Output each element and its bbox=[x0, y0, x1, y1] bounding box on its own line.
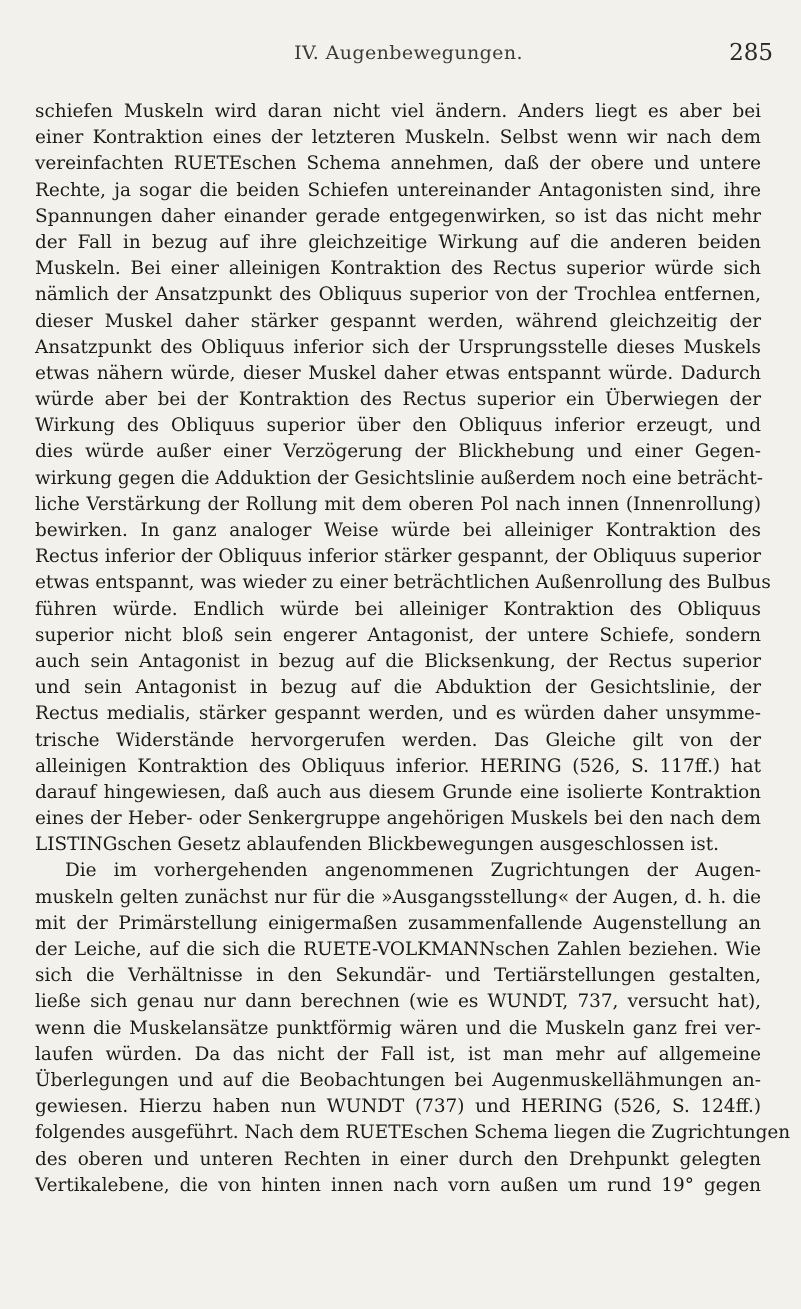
text-line: Rechte, ja sogar die beiden Schiefen untereinander Antagonisten sind, ihre bbox=[35, 179, 761, 201]
text-line: auch sein Antagonist in bezug auf die Blicksenkung, der Rectus superior bbox=[35, 650, 761, 672]
text-line: alleinigen Kontraktion des Obliquus inferior. HERING (526, S. 117ff.) hat bbox=[35, 755, 761, 777]
text-line: Überlegungen und auf die Beobachtungen bei Augenmuskellähmungen an- bbox=[35, 1069, 761, 1091]
text-line: laufen würden. Da das nicht der Fall ist, ist man mehr auf allgemeine bbox=[35, 1043, 761, 1065]
text-line: wirkung gegen die Adduktion der Gesichtslinie außerdem noch eine beträcht- bbox=[35, 467, 763, 489]
text-line: Wirkung des Obliquus superior über den Obliquus inferior erzeugt, und bbox=[35, 415, 761, 437]
body-text bbox=[35, 99, 791, 1199]
text-line: der Leiche, auf die sich die RUETE-VOLKMANNschen Zahlen beziehen. Wie bbox=[35, 939, 761, 960]
text-line: etwas nähern würde, dieser Muskel daher etwas entspannt würde. Dadurch bbox=[35, 362, 761, 384]
text-line: dies würde außer einer Verzögerung der Blickhebung und einer Gegen- bbox=[35, 441, 761, 463]
text-line: einer Kontraktion eines der letzteren Muskeln. Selbst wenn wir nach dem bbox=[35, 127, 761, 149]
section-title: IV. Augenbewegungen. bbox=[294, 42, 523, 64]
text-line: des oberen und unteren Rechten in einer durch den Drehpunkt gelegten bbox=[35, 1148, 761, 1170]
text-line: mit der Primärstellung einigermaßen zusammenfallende Augenstellung an bbox=[35, 912, 761, 934]
text-line: folgendes ausgeführt. Nach dem RUETEschen Schema liegen die Zugrichtungen bbox=[35, 1122, 791, 1144]
text-line: darauf hingewiesen, daß auch aus diesem Grunde eine isolierte Kontraktion bbox=[35, 781, 761, 803]
running-head bbox=[36, 42, 781, 74]
text-line: würde aber bei der Kontraktion des Rectus superior ein Überwiegen der bbox=[35, 389, 761, 411]
text-line: schiefen Muskeln wird daran nicht viel ändern. Anders liegt es aber bei bbox=[35, 101, 761, 122]
page-number: 285 bbox=[729, 40, 773, 66]
text-line: vereinfachten RUETEschen Schema annehmen, daß der obere und untere bbox=[35, 153, 761, 175]
text-line: sich die Verhältnisse in den Sekundär- und Tertiärstellungen gestalten, bbox=[35, 965, 761, 987]
text-line: ließe sich genau nur dann berechnen (wie es WUNDT, 737, versucht hat), bbox=[35, 991, 761, 1013]
text-line: superior nicht bloß sein engerer Antagonist, der untere Schiefe, sondern bbox=[35, 624, 761, 646]
text-line: eines der Heber- oder Senkergruppe angehörigen Muskels bei den nach dem bbox=[35, 808, 761, 830]
text-line: Muskeln. Bei einer alleinigen Kontraktion des Rectus superior würde sich bbox=[35, 258, 761, 280]
text-line: etwas entspannt, was wieder zu einer beträchtlichen Außenrollung des Bulbus bbox=[35, 572, 771, 594]
text-line: und sein Antagonist in bezug auf die Abduktion der Gesichtslinie, der bbox=[35, 677, 761, 699]
text-line: bewirken. In ganz analoger Weise würde bei alleiniger Kontraktion des bbox=[35, 520, 761, 541]
text-line: trische Widerstände hervorgerufen werden. Das Gleiche gilt von der bbox=[35, 729, 761, 751]
text-line: muskeln gelten zunächst nur für die »Ausgangsstellung« der Augen, d. h. die bbox=[35, 886, 761, 908]
text-line: dieser Muskel daher stärker gespannt werden, während gleichzeitig der bbox=[35, 310, 761, 332]
text-line: gewiesen. Hierzu haben nun WUNDT (737) und HERING (526, S. 124ff.) bbox=[35, 1096, 761, 1118]
text-line: Vertikalebene, die von hinten innen nach vorn außen um rund 19° gegen bbox=[35, 1174, 761, 1196]
text-line: führen würde. Endlich würde bei alleiniger Kontraktion des Obliquus bbox=[35, 598, 761, 620]
paragraph-first-line: Die im vorhergehenden angenommenen Zugrichtungen der Augen- bbox=[65, 860, 761, 882]
paragraph-last-line: LISTINGschen Gesetz ablaufenden Blickbewegungen ausgeschlossen ist. bbox=[35, 834, 719, 856]
text-line: Spannungen daher einander gerade entgegenwirken, so ist das nicht mehr bbox=[35, 205, 761, 227]
text-line: liche Verstärkung der Rollung mit dem oberen Pol nach innen (Innenrollung) bbox=[35, 493, 761, 515]
text-line: wenn die Muskelansätze punktförmig wären und die Muskeln ganz frei ver- bbox=[35, 1017, 761, 1039]
text-line: nämlich der Ansatzpunkt des Obliquus superior von der Trochlea entfernen, bbox=[35, 284, 761, 306]
text-line: Rectus inferior der Obliquus inferior stärker gespannt, der Obliquus superior bbox=[35, 546, 761, 568]
text-line: der Fall in bezug auf ihre gleichzeitige Wirkung auf die anderen beiden bbox=[35, 231, 761, 253]
text-line: Ansatzpunkt des Obliquus inferior sich der Ursprungsstelle dieses Muskels bbox=[35, 336, 761, 358]
text-line: Rectus medialis, stärker gespannt werden, und es würden daher unsymme- bbox=[35, 703, 761, 725]
